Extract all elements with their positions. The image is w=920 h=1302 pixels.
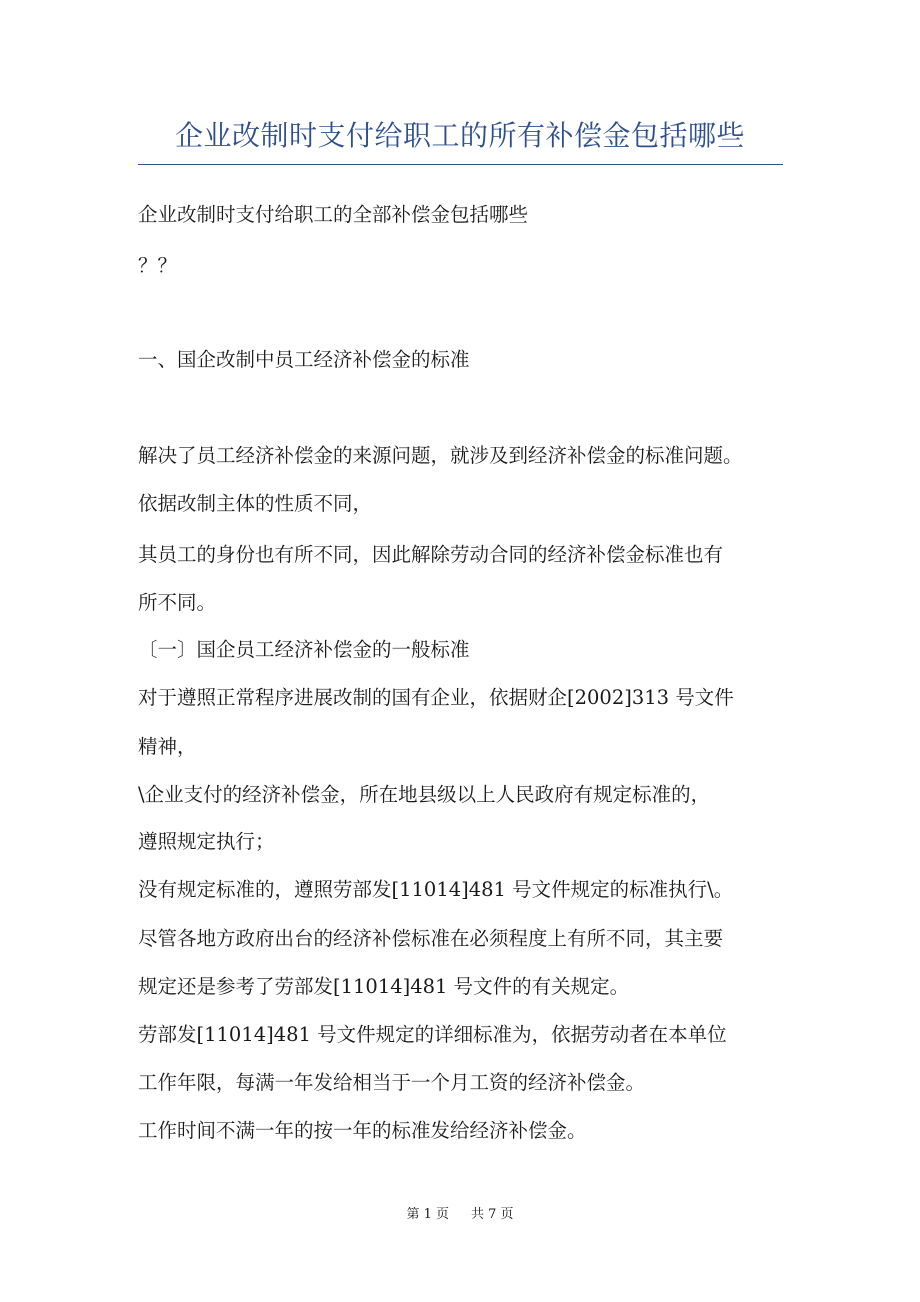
paragraph-line: 精神，: [138, 735, 197, 758]
current-page-indicator: 第 1 页: [406, 1207, 449, 1222]
total-pages-indicator: 共 7 页: [471, 1207, 514, 1222]
paragraph-line: 规定还是参考了劳部发[11014]481 号文件的有关规定。: [138, 975, 630, 998]
subsection-heading-1: 〔一〕国企员工经济补偿金的一般标准: [138, 638, 470, 661]
paragraph-line: \企业支付的经济补偿金，所在地县级以上人民政府有规定标准的，: [138, 783, 711, 806]
question-marks-line: ？？: [138, 254, 178, 277]
section-heading-1: 一、国企改制中员工经济补偿金的标准: [138, 348, 470, 371]
paragraph-line: 解决了员工经济补偿金的来源问题，就涉及到经济补偿金的标准问题。: [138, 444, 743, 467]
paragraph-line: 工作时间不满一年的按一年的标准发给经济补偿金。: [138, 1119, 587, 1142]
paragraph-line: 劳部发[11014]481 号文件规定的详细标准为，依据劳动者在本单位: [138, 1023, 727, 1046]
paragraph-line: 其员工的身份也有所不同，因此解除劳动合同的经济补偿金标准也有: [138, 543, 724, 566]
title-underline: [138, 164, 783, 165]
paragraph-line: 尽管各地方政府出台的经济补偿标准在必须程度上有所不同，其主要: [138, 927, 724, 950]
paragraph-line: 工作年限，每满一年发给相当于一个月工资的经济补偿金。: [138, 1071, 646, 1094]
document-title: 企业改制时支付给职工的所有补偿金包括哪些: [174, 119, 745, 152]
paragraph-line: 遵照规定执行；: [138, 830, 275, 853]
paragraph-line: 所不同。: [138, 591, 217, 614]
subtitle-line: 企业改制时支付给职工的全部补偿金包括哪些: [138, 203, 529, 226]
paragraph-line: 对于遵照正常程序进展改制的国有企业，依据财企[2002]313 号文件: [138, 686, 734, 709]
paragraph-line: 没有规定标准的，遵照劳部发[11014]481 号文件规定的标准执行\。: [138, 878, 734, 901]
page-footer: [0, 1206, 920, 1224]
paragraph-line: 依据改制主体的性质不同，: [138, 492, 373, 515]
